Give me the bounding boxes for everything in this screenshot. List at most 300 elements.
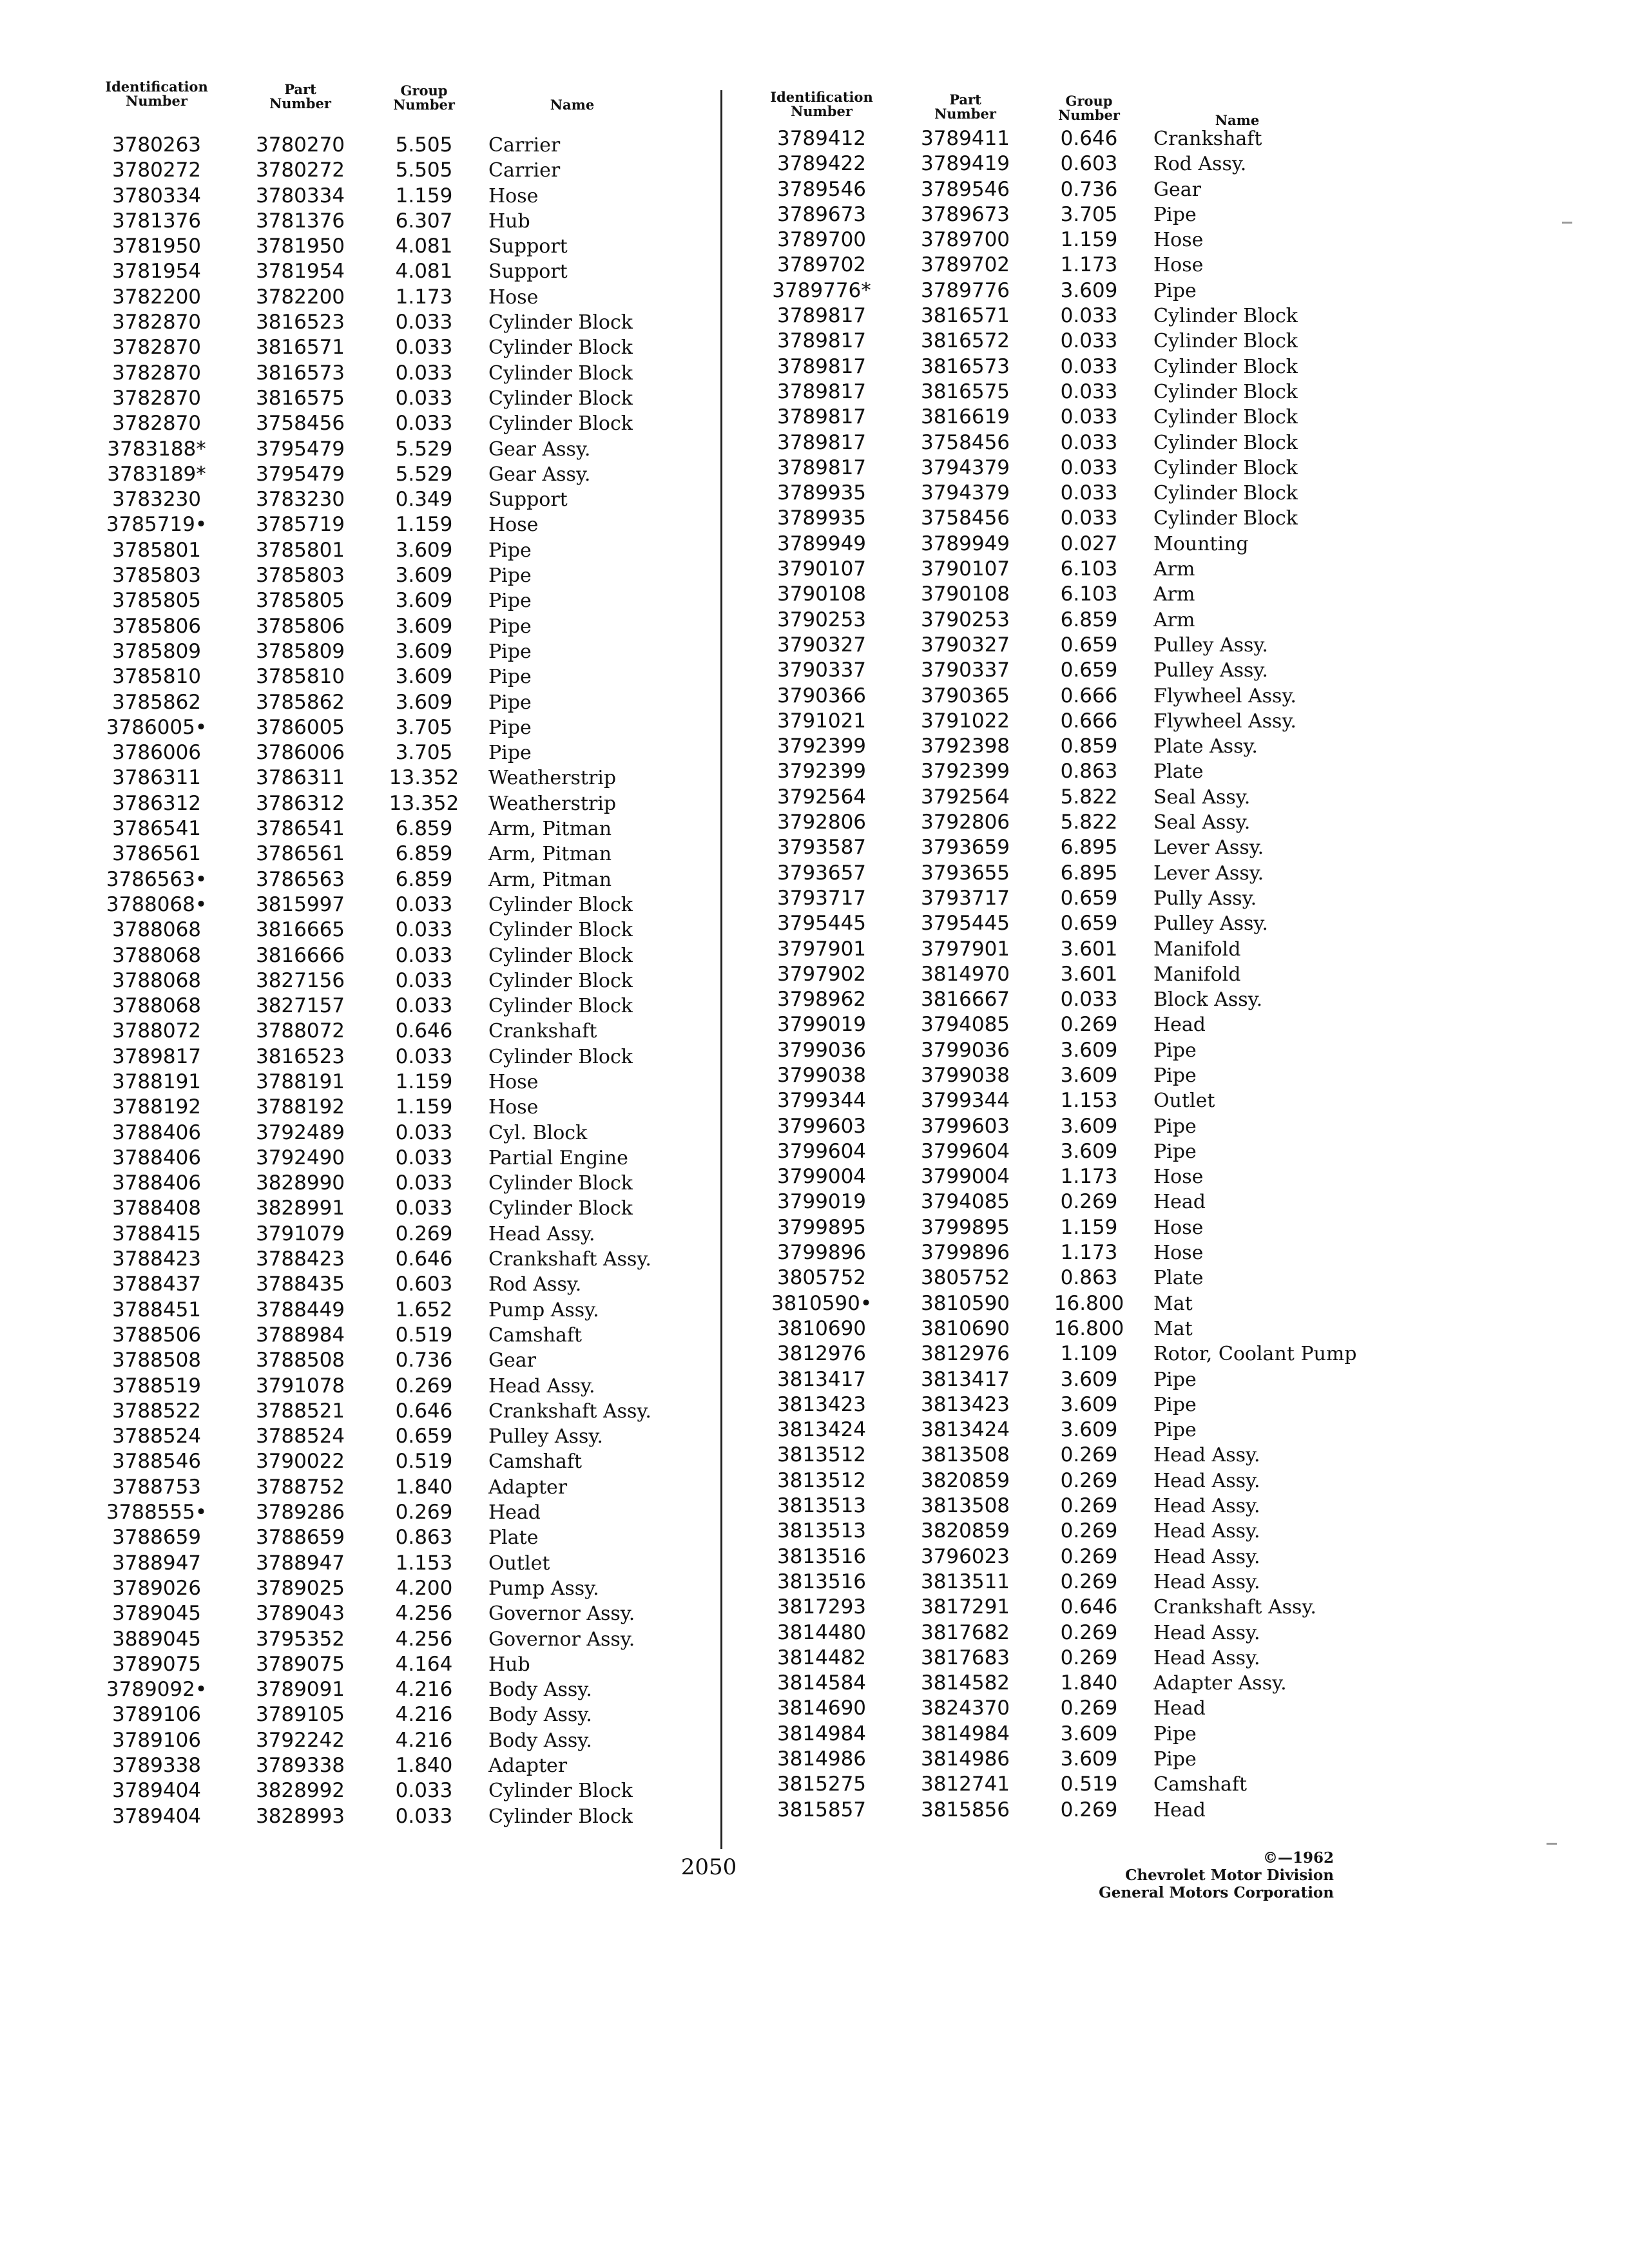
part-name: Adapter	[488, 1754, 568, 1777]
identification-number: 3789673	[776, 202, 867, 226]
group-number: 1.109	[1060, 1342, 1118, 1366]
identification-number: 3799895	[776, 1215, 867, 1239]
part-name: Pipe	[1153, 279, 1197, 302]
part-name: Flywheel Assy.	[1153, 709, 1296, 733]
group-number: 1.840	[395, 1754, 453, 1777]
group-number: 4.164	[395, 1652, 453, 1676]
part-name: Hose	[1153, 1166, 1204, 1189]
identification-number: 3799603	[776, 1114, 867, 1138]
table-row	[82, 614, 650, 639]
table-row	[747, 937, 1366, 962]
name-header: Name	[550, 97, 595, 113]
group-number: 6.103	[1060, 557, 1118, 581]
group-number: 4.216	[395, 1678, 453, 1702]
identification-number: 3789546	[776, 177, 867, 201]
identification-number: 3792806	[776, 811, 867, 834]
table-row	[82, 361, 650, 386]
identification-number: 3788068•	[106, 892, 207, 916]
group-number: 3.609	[395, 665, 453, 689]
group-number: 3.601	[1060, 937, 1118, 961]
part-name: Pipe	[488, 615, 532, 638]
group-number: 0.033	[395, 968, 453, 992]
part-name: Pipe	[488, 716, 532, 739]
group-number: 1.159	[1060, 1215, 1118, 1239]
part-number: 3788072	[255, 1019, 345, 1043]
table-row	[747, 734, 1366, 759]
table-row	[82, 1627, 650, 1652]
group-number: 0.659	[1060, 886, 1118, 910]
part-number: 3828992	[255, 1779, 345, 1803]
group-number: 0.269	[395, 1374, 453, 1398]
table-row	[747, 1341, 1366, 1367]
part-name: Cyl. Block	[488, 1121, 588, 1144]
identification-number: 3788191	[111, 1070, 202, 1093]
group-number: 0.033	[395, 336, 453, 360]
group-number: 0.033	[1060, 304, 1118, 328]
part-name: Hose	[488, 514, 539, 537]
table-row	[82, 841, 650, 867]
group-number: 3.609	[395, 639, 453, 663]
identification-number: 3789404	[111, 1779, 202, 1803]
identification-number: 3782870	[111, 386, 202, 410]
group-number: 1.652	[395, 1298, 453, 1321]
group-number: 1.159	[395, 1070, 453, 1093]
table-row	[82, 209, 650, 234]
part-number: 3791022	[920, 709, 1010, 733]
group-number: 1.159	[395, 1095, 453, 1119]
identification-number: 3814480	[776, 1620, 867, 1644]
identification-number: 3814482	[776, 1646, 867, 1669]
part-number: 3796023	[920, 1544, 1010, 1568]
identification-number: 3814984	[776, 1722, 867, 1745]
part-number: 3788521	[255, 1399, 345, 1423]
part-name: Governor Assy.	[488, 1628, 635, 1651]
table-row	[747, 278, 1366, 303]
part-name: Pipe	[1153, 1039, 1197, 1062]
identification-number: 3797902	[776, 962, 867, 986]
identification-number: 3788068	[111, 943, 202, 967]
part-number: 3788524	[255, 1425, 345, 1448]
identification-number: 3788753	[111, 1475, 202, 1499]
identification-number: 3814986	[776, 1747, 867, 1771]
group-number: 0.269	[1060, 1494, 1118, 1518]
part-name: Arm, Pitman	[488, 868, 612, 891]
table-row	[747, 1544, 1366, 1570]
identification-number: 3813417	[776, 1367, 867, 1391]
table-row	[747, 1265, 1366, 1291]
part-name: Pully Assy.	[1153, 887, 1257, 910]
table-row	[747, 886, 1366, 911]
group-number: 0.603	[395, 1273, 453, 1296]
group-number: 0.033	[395, 943, 453, 967]
part-name: Cylinder Block	[488, 412, 633, 436]
table-row	[747, 227, 1366, 253]
part-name: Seal Assy.	[1153, 811, 1251, 834]
left-column-header	[82, 77, 650, 133]
part-number: 3817683	[920, 1646, 1010, 1669]
part-name: Camshaft	[488, 1323, 583, 1347]
identification-number: 3810690	[776, 1316, 867, 1340]
table-row	[82, 1070, 650, 1095]
part-name: Arm	[1153, 608, 1195, 631]
table-row	[747, 1316, 1366, 1341]
part-name: Cylinder Block	[1153, 355, 1298, 378]
identification-number: 3780263	[111, 133, 202, 157]
group-number: 4.256	[395, 1602, 453, 1626]
identification-number: 3786563•	[106, 867, 207, 891]
table-row	[82, 918, 650, 943]
group-number-header: Group Number	[393, 82, 455, 113]
identification-number: 3782870	[111, 336, 202, 360]
group-number: 0.033	[1060, 430, 1118, 454]
part-number: 3799603	[920, 1114, 1010, 1138]
identification-number: 3792399	[776, 760, 867, 783]
part-name: Body Assy.	[488, 1704, 592, 1727]
part-number: 3813508	[920, 1443, 1010, 1467]
part-name: Cylinder Block	[1153, 406, 1298, 429]
group-number: 6.895	[1060, 836, 1118, 860]
part-number: 3789043	[255, 1602, 345, 1626]
part-name: Pump Assy.	[488, 1577, 599, 1600]
table-row	[82, 234, 650, 259]
left-column	[82, 77, 650, 1829]
part-name: Adapter Assy.	[1153, 1672, 1287, 1695]
group-number: 0.033	[1060, 405, 1118, 429]
part-name: Hose	[1153, 254, 1204, 277]
part-name: Cylinder Block	[488, 336, 633, 360]
part-number: 3827156	[255, 968, 345, 992]
identification-number: 3789700	[776, 228, 867, 252]
group-number: 0.659	[1060, 912, 1118, 936]
table-row	[747, 1012, 1366, 1037]
identification-number: 3788506	[111, 1323, 202, 1347]
part-number: 3788191	[255, 1070, 345, 1093]
identification-number: 3785805	[111, 589, 202, 613]
part-number: 3799004	[920, 1165, 1010, 1189]
part-name: Carrier	[488, 159, 561, 182]
table-row	[82, 867, 650, 892]
part-number: 3814582	[920, 1671, 1010, 1695]
part-number: 3789949	[920, 532, 1010, 555]
table-row	[747, 532, 1366, 557]
identification-number: 3789817	[776, 329, 867, 353]
group-number: 5.822	[1060, 785, 1118, 809]
group-number: 0.033	[395, 1804, 453, 1828]
part-number: 3816523	[255, 311, 345, 334]
table-row	[747, 608, 1366, 633]
identification-number: 3788546	[111, 1450, 202, 1474]
group-number: 0.659	[1060, 658, 1118, 682]
table-row	[82, 1348, 650, 1373]
part-number: 3791079	[255, 1222, 345, 1245]
part-number: 3789700	[920, 228, 1010, 252]
identification-number: 3810590•	[771, 1291, 872, 1315]
part-name: Cylinder Block	[488, 919, 633, 942]
group-number: 0.736	[1060, 177, 1118, 201]
identification-number: 3795445	[776, 912, 867, 936]
part-number: 3786563	[255, 867, 345, 891]
part-name: Pipe	[488, 590, 532, 613]
group-number: 0.027	[1060, 532, 1118, 555]
part-number: 3816523	[255, 1044, 345, 1068]
group-number: 0.859	[1060, 735, 1118, 758]
part-number: 3816665	[255, 918, 345, 942]
table-row	[82, 1728, 650, 1753]
identification-number: 3786541	[111, 817, 202, 841]
part-name: Hose	[1153, 229, 1204, 252]
group-number: 3.609	[1060, 1392, 1118, 1416]
part-name: Arm	[1153, 558, 1195, 581]
identification-number: 3789026	[111, 1576, 202, 1600]
identification-number: 3789817	[776, 304, 867, 328]
group-number: 0.033	[395, 1779, 453, 1803]
identification-number: 3799896	[776, 1241, 867, 1265]
identification-number: 3797901	[776, 937, 867, 961]
group-number: 0.659	[1060, 633, 1118, 657]
part-number: 3788449	[255, 1298, 345, 1321]
table-row	[747, 1747, 1366, 1772]
table-row	[82, 1475, 650, 1500]
part-name: Head	[488, 1501, 541, 1524]
identification-number: 3799604	[776, 1139, 867, 1163]
group-number: 0.033	[395, 1044, 453, 1068]
identification-number: 3785809	[111, 639, 202, 663]
part-name: Governor Assy.	[488, 1602, 635, 1626]
table-row	[747, 1671, 1366, 1696]
part-name: Lever Assy.	[1153, 861, 1264, 885]
identification-number: 3789106	[111, 1728, 202, 1752]
part-number: 3785806	[255, 614, 345, 638]
table-row	[747, 1164, 1366, 1189]
identification-number: 3786005•	[106, 715, 207, 739]
identification-number: 3790337	[776, 658, 867, 682]
identification-number: 3813512	[776, 1443, 867, 1467]
part-number: 3790253	[920, 608, 1010, 631]
part-name: Plate Assy.	[1153, 735, 1258, 758]
page-number: 2050	[680, 1854, 737, 1880]
identification-number: 3789702	[776, 253, 867, 277]
identification-number: 3815275	[776, 1773, 867, 1796]
group-number: 1.173	[1060, 253, 1118, 277]
table-row	[82, 1120, 650, 1146]
identification-number: 3789338	[111, 1754, 202, 1777]
part-number: 3788984	[255, 1323, 345, 1347]
group-number: 0.269	[1060, 1696, 1118, 1720]
part-name: Rod Assy.	[1153, 153, 1247, 176]
part-name: Support	[488, 488, 568, 512]
group-number: 0.033	[395, 412, 453, 436]
part-name: Head Assy.	[488, 1222, 595, 1245]
part-number: 3789091	[255, 1678, 345, 1702]
identification-number: 3817293	[776, 1595, 867, 1619]
part-name: Cylinder Block	[488, 1197, 633, 1220]
table-row	[747, 1189, 1366, 1215]
part-number: 3799344	[920, 1089, 1010, 1113]
table-row	[82, 943, 650, 968]
part-name: Cylinder Block	[488, 1805, 633, 1828]
part-name: Head	[1153, 1697, 1206, 1720]
part-number: 3780270	[255, 133, 345, 157]
table-row	[747, 354, 1366, 380]
group-number: 0.269	[1060, 1468, 1118, 1492]
group-number: 0.646	[1060, 1595, 1118, 1619]
part-number: 3795352	[255, 1627, 345, 1651]
table-row	[82, 1044, 650, 1070]
identification-number: 3789817	[776, 430, 867, 454]
table-row	[82, 386, 650, 411]
part-name: Cylinder Block	[1153, 482, 1298, 505]
identification-number: 3789935	[776, 481, 867, 505]
group-number: 0.349	[395, 488, 453, 512]
part-number: 3797901	[920, 937, 1010, 961]
part-name: Support	[488, 235, 568, 258]
part-number: 3824370	[920, 1696, 1010, 1720]
identification-number: 3792564	[776, 785, 867, 809]
part-number: 3816572	[920, 329, 1010, 353]
part-name: Seal Assy.	[1153, 785, 1251, 809]
table-row	[747, 582, 1366, 607]
group-number: 0.033	[395, 1196, 453, 1220]
identification-number: 3788947	[111, 1551, 202, 1575]
part-number: 3782200	[255, 285, 345, 309]
group-number: 0.269	[1060, 1620, 1118, 1644]
table-row	[747, 709, 1366, 734]
part-name: Head	[1153, 1798, 1206, 1821]
part-name: Head Assy.	[1153, 1570, 1260, 1593]
table-row	[82, 1778, 650, 1803]
group-number: 0.269	[1060, 1519, 1118, 1543]
group-number: 0.603	[1060, 152, 1118, 176]
table-row	[82, 563, 650, 588]
part-number: 3785862	[255, 690, 345, 714]
identification-number: 3815857	[776, 1798, 867, 1821]
part-number: 3828993	[255, 1804, 345, 1828]
group-number: 0.269	[1060, 1570, 1118, 1593]
part-number: 3816575	[255, 386, 345, 410]
table-row	[747, 1063, 1366, 1088]
table-row	[82, 1652, 650, 1677]
part-name: Cylinder Block	[488, 361, 633, 385]
part-number: 3816573	[255, 361, 345, 385]
group-number: 0.646	[395, 1019, 453, 1043]
group-number: 0.269	[1060, 1544, 1118, 1568]
group-number: 0.033	[1060, 380, 1118, 403]
group-number: 4.256	[395, 1627, 453, 1651]
part-number: 3817291	[920, 1595, 1010, 1619]
table-row	[747, 151, 1366, 177]
group-number: 1.173	[395, 285, 453, 309]
table-row	[82, 1424, 650, 1449]
group-number: 0.269	[1060, 1190, 1118, 1214]
identification-number: 3798962	[776, 988, 867, 1012]
identification-number: 3788072	[111, 1019, 202, 1043]
part-name: Pipe	[1153, 1140, 1197, 1163]
part-name: Head Assy.	[1153, 1444, 1260, 1467]
identification-number: 3788555•	[106, 1501, 207, 1524]
identification-number: 3788408	[111, 1196, 202, 1220]
part-number: 3828991	[255, 1196, 345, 1220]
table-row	[747, 1646, 1366, 1671]
identification-number: 3790107	[776, 557, 867, 581]
right-column	[747, 77, 1366, 1823]
identification-number: 3789817	[111, 1044, 202, 1068]
part-number: 3816575	[920, 380, 1010, 403]
table-row	[747, 1114, 1366, 1139]
part-number: 3820859	[920, 1468, 1010, 1492]
identification-number: 3790327	[776, 633, 867, 657]
identification-number: 3782870	[111, 311, 202, 334]
table-row	[747, 1468, 1366, 1494]
part-name: Camshaft	[1153, 1773, 1248, 1796]
identification-number: 3788192	[111, 1095, 202, 1119]
part-number: 3813423	[920, 1392, 1010, 1416]
part-name: Hub	[488, 1653, 530, 1676]
group-number: 4.216	[395, 1703, 453, 1727]
group-number: 0.033	[1060, 481, 1118, 505]
part-number: 3799895	[920, 1215, 1010, 1239]
part-number: 3781376	[255, 209, 345, 233]
table-row	[82, 968, 650, 994]
part-name: Cylinder Block	[488, 893, 633, 916]
identification-number: 3799038	[776, 1063, 867, 1087]
identification-number: 3799019	[776, 1013, 867, 1037]
table-row	[747, 1696, 1366, 1721]
part-number: 3793717	[920, 886, 1010, 910]
part-name: Pipe	[1153, 1419, 1197, 1442]
table-row	[82, 765, 650, 791]
table-row	[82, 437, 650, 462]
part-number: 3789075	[255, 1652, 345, 1676]
corporation-name: General Motors Corporation	[1099, 1884, 1334, 1901]
part-number: 3785719	[255, 513, 345, 537]
part-number: 3793655	[920, 861, 1010, 885]
identification-number: 3783230	[111, 488, 202, 512]
table-row	[747, 1418, 1366, 1443]
part-name: Cylinder Block	[1153, 305, 1298, 328]
identification-number: 3781954	[111, 260, 202, 284]
group-number: 0.863	[395, 1526, 453, 1550]
part-number: 3758456	[255, 412, 345, 436]
part-name: Pipe	[488, 564, 532, 588]
table-row	[82, 1449, 650, 1474]
part-name: Cylinder Block	[488, 387, 633, 410]
table-row	[747, 557, 1366, 582]
group-number: 0.033	[395, 1146, 453, 1169]
part-number: 3790022	[255, 1450, 345, 1474]
identification-number: 3788068	[111, 918, 202, 942]
part-name: Plate	[1153, 760, 1204, 783]
identification-number: 3788068	[111, 994, 202, 1018]
group-number: 0.033	[1060, 354, 1118, 378]
table-row	[747, 456, 1366, 481]
table-row	[747, 126, 1366, 151]
group-number: 3.705	[1060, 202, 1118, 226]
part-name: Pipe	[1153, 1115, 1197, 1138]
part-name: Pipe	[488, 691, 532, 714]
part-number: 3792242	[255, 1728, 345, 1752]
table-row	[82, 1272, 650, 1297]
group-number: 0.269	[1060, 1646, 1118, 1669]
group-number: 0.033	[1060, 456, 1118, 479]
part-number: 3789286	[255, 1501, 345, 1524]
identification-number: 3793717	[776, 886, 867, 910]
part-number: 3789419	[920, 152, 1010, 176]
group-number: 6.859	[395, 842, 453, 866]
identification-number: 3814584	[776, 1671, 867, 1695]
table-row	[747, 835, 1366, 860]
part-name: Arm	[1153, 583, 1195, 606]
part-name: Adapter	[488, 1475, 568, 1499]
